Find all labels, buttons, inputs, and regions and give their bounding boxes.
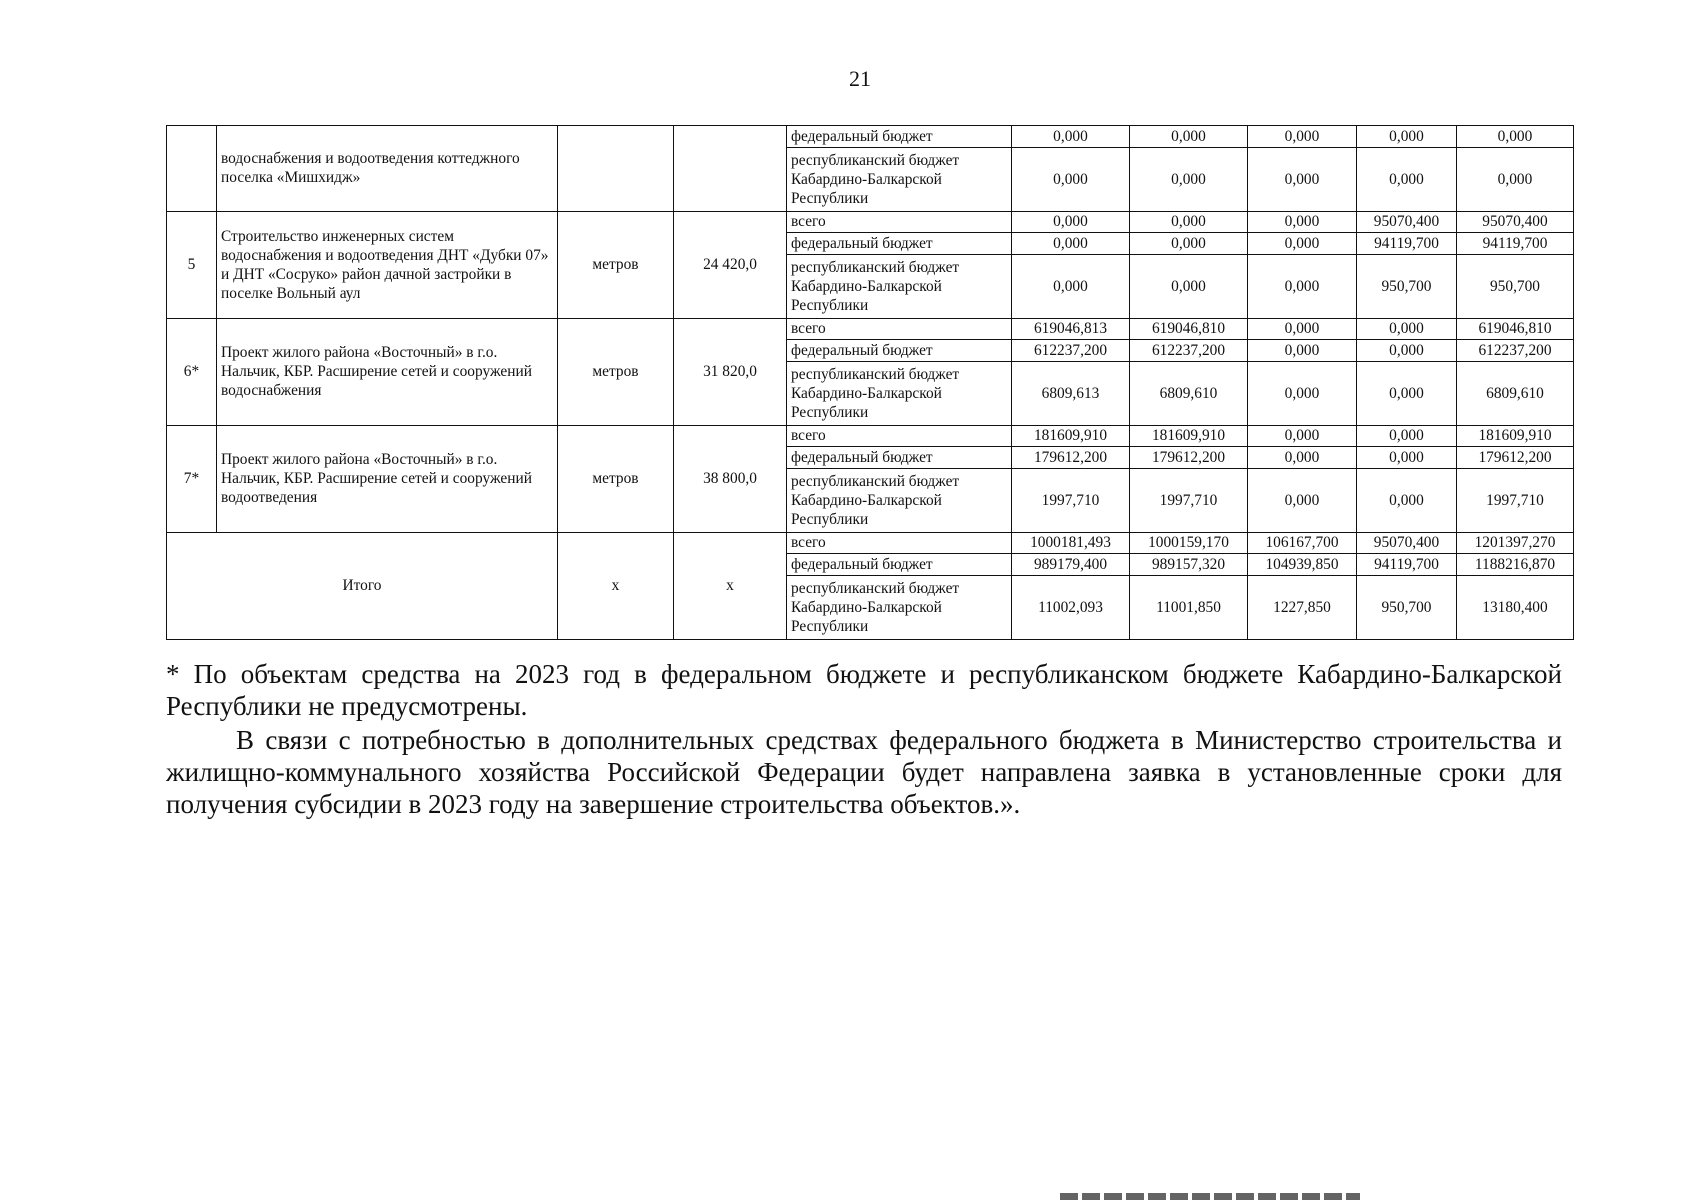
value-cell: 0,000 [1457, 126, 1574, 148]
budget-table [166, 125, 1574, 640]
value-cell: 1997,710 [1012, 468, 1130, 532]
value-cell: 0,000 [1130, 126, 1248, 148]
funding-source-cell: всего [787, 211, 1012, 233]
value-cell: 6809,610 [1130, 361, 1248, 425]
value-cell: 612237,200 [1130, 340, 1248, 362]
quantity-cell: 38 800,0 [674, 425, 787, 532]
value-cell: 0,000 [1457, 147, 1574, 211]
closing-paragraph: В связи с потребностью в дополнительных средствах федерального бюджета в Министерство строительства и жилищно-коммунального хозяйства Российской Федерации будет направлена заявка в установленные сроки для получения субсидии в 2023 году на завершение строительства объектов.». [166, 725, 1562, 819]
value-cell: 619046,810 [1130, 318, 1248, 340]
footnote-asterisk: * По объектам средства на 2023 год в федеральном бюджете и республиканском бюджете Кабардино-Балкарской Республики не предусмотрены. [166, 659, 1562, 721]
unit-cell: метров [558, 425, 674, 532]
value-cell: 1997,710 [1457, 468, 1574, 532]
scan-edge-mark [1060, 1193, 1360, 1200]
value-cell: 95070,400 [1457, 211, 1574, 233]
value-cell: 179612,200 [1130, 447, 1248, 469]
object-name-cell: водоснабжения и водоотведения коттеджного поселка «Мишхидж» [217, 126, 558, 212]
value-cell: 989179,400 [1012, 554, 1130, 576]
value-cell: 0,000 [1248, 211, 1357, 233]
value-cell: 0,000 [1357, 468, 1457, 532]
value-cell: 0,000 [1248, 254, 1357, 318]
value-cell: 0,000 [1248, 147, 1357, 211]
value-cell: 0,000 [1357, 447, 1457, 469]
value-cell: 95070,400 [1357, 211, 1457, 233]
value-cell: 0,000 [1248, 361, 1357, 425]
value-cell: 94119,700 [1457, 233, 1574, 255]
funding-source-cell: федеральный бюджет [787, 340, 1012, 362]
funding-source-cell: всего [787, 425, 1012, 447]
row-number-cell: 6* [167, 318, 217, 425]
row-number-cell [167, 126, 217, 212]
total-row [167, 532, 1574, 554]
value-cell: 0,000 [1248, 126, 1357, 148]
value-cell: 0,000 [1248, 447, 1357, 469]
value-cell: 104939,850 [1248, 554, 1357, 576]
value-cell: 6809,613 [1012, 361, 1130, 425]
value-cell: 612237,200 [1457, 340, 1574, 362]
value-cell: 11001,850 [1130, 575, 1248, 639]
value-cell: 950,700 [1357, 254, 1457, 318]
value-cell: 0,000 [1130, 211, 1248, 233]
funding-source-cell: всего [787, 532, 1012, 554]
quantity-cell: 31 820,0 [674, 318, 787, 425]
value-cell: 0,000 [1357, 361, 1457, 425]
unit-cell: метров [558, 318, 674, 425]
value-cell: 11002,093 [1012, 575, 1130, 639]
value-cell: 1000181,493 [1012, 532, 1130, 554]
value-cell: 0,000 [1248, 318, 1357, 340]
row-number-cell: 7* [167, 425, 217, 532]
value-cell: 619046,810 [1457, 318, 1574, 340]
total-label-cell: Итого [167, 532, 558, 639]
quantity-cell: 24 420,0 [674, 211, 787, 318]
value-cell: 0,000 [1357, 147, 1457, 211]
value-cell: 1997,710 [1130, 468, 1248, 532]
value-cell: 181609,910 [1012, 425, 1130, 447]
value-cell: 1188216,870 [1457, 554, 1574, 576]
value-cell: 950,700 [1457, 254, 1574, 318]
value-cell: 94119,700 [1357, 554, 1457, 576]
value-cell: 1201397,270 [1457, 532, 1574, 554]
value-cell: 0,000 [1248, 233, 1357, 255]
value-cell: 0,000 [1130, 254, 1248, 318]
value-cell: 989157,320 [1130, 554, 1248, 576]
value-cell: 181609,910 [1457, 425, 1574, 447]
value-cell: 179612,200 [1012, 447, 1130, 469]
funding-source-cell: республиканский бюджет Кабардино-Балкарской Республики [787, 361, 1012, 425]
value-cell: 13180,400 [1457, 575, 1574, 639]
unit-cell: метров [558, 211, 674, 318]
unit-cell [558, 126, 674, 212]
value-cell: 0,000 [1130, 233, 1248, 255]
footnotes [166, 658, 1562, 820]
object-name-cell: Проект жилого района «Восточный» в г.о. Нальчик, КБР. Расширение сетей и сооружений водоснабжения [217, 318, 558, 425]
funding-source-cell: федеральный бюджет [787, 447, 1012, 469]
value-cell: 1000159,170 [1130, 532, 1248, 554]
row-number-cell: 5 [167, 211, 217, 318]
value-cell: 0,000 [1012, 126, 1130, 148]
funding-source-cell: республиканский бюджет Кабардино-Балкарской Республики [787, 147, 1012, 211]
value-cell: 179612,200 [1457, 447, 1574, 469]
value-cell: 95070,400 [1357, 532, 1457, 554]
value-cell: 0,000 [1248, 425, 1357, 447]
table-row [167, 425, 1574, 447]
funding-source-cell: федеральный бюджет [787, 554, 1012, 576]
value-cell: 106167,700 [1248, 532, 1357, 554]
value-cell: 1227,850 [1248, 575, 1357, 639]
value-cell: 0,000 [1012, 147, 1130, 211]
funding-source-cell: республиканский бюджет Кабардино-Балкарской Республики [787, 468, 1012, 532]
table-row [167, 211, 1574, 233]
value-cell: 0,000 [1248, 340, 1357, 362]
quantity-cell: х [674, 532, 787, 639]
value-cell: 6809,610 [1457, 361, 1574, 425]
value-cell: 0,000 [1357, 340, 1457, 362]
value-cell: 181609,910 [1130, 425, 1248, 447]
value-cell: 0,000 [1248, 468, 1357, 532]
value-cell: 94119,700 [1357, 233, 1457, 255]
funding-source-cell: всего [787, 318, 1012, 340]
value-cell: 0,000 [1130, 147, 1248, 211]
table-row [167, 126, 1574, 148]
value-cell: 0,000 [1012, 211, 1130, 233]
object-name-cell: Проект жилого района «Восточный» в г.о. Нальчик, КБР. Расширение сетей и сооружений водоотведения [217, 425, 558, 532]
table-row [167, 318, 1574, 340]
value-cell: 0,000 [1357, 425, 1457, 447]
funding-source-cell: республиканский бюджет Кабардино-Балкарской Республики [787, 575, 1012, 639]
unit-cell: х [558, 532, 674, 639]
value-cell: 0,000 [1012, 233, 1130, 255]
funding-source-cell: республиканский бюджет Кабардино-Балкарской Республики [787, 254, 1012, 318]
funding-source-cell: федеральный бюджет [787, 126, 1012, 148]
value-cell: 0,000 [1357, 126, 1457, 148]
page-number: 21 [849, 66, 871, 91]
value-cell: 619046,813 [1012, 318, 1130, 340]
value-cell: 950,700 [1357, 575, 1457, 639]
object-name-cell: Строительство инженерных систем водоснабжения и водоотведения ДНТ «Дубки 07» и ДНТ «Сосруко» район дачной застройки в поселке Вольный аул [217, 211, 558, 318]
funding-source-cell: федеральный бюджет [787, 233, 1012, 255]
value-cell: 0,000 [1012, 254, 1130, 318]
quantity-cell [674, 126, 787, 212]
value-cell: 0,000 [1357, 318, 1457, 340]
value-cell: 612237,200 [1012, 340, 1130, 362]
